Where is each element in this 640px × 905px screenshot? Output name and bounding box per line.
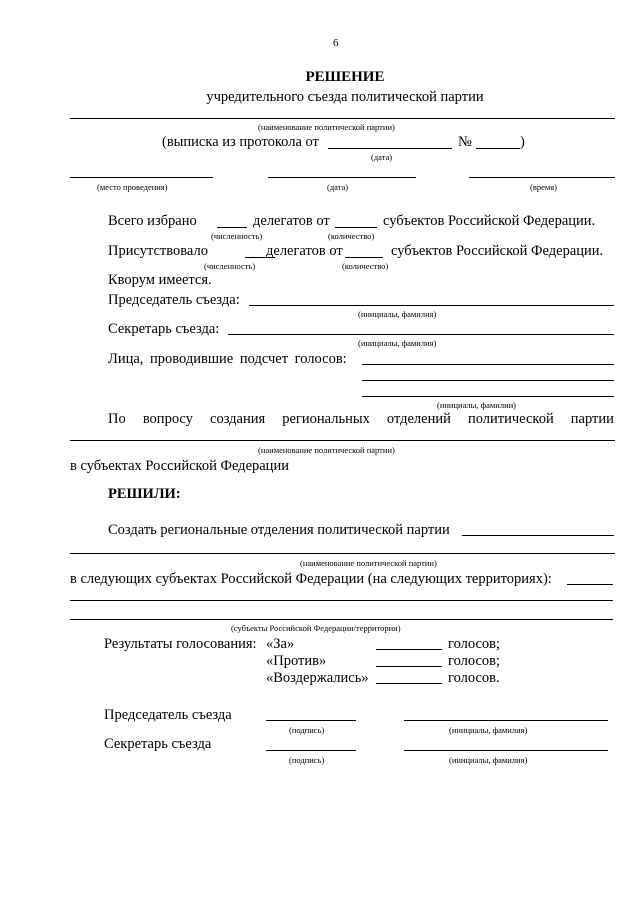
question-word: вопросу: [142, 411, 193, 427]
secretary-sign-caption: (подпись): [289, 755, 325, 765]
question-line: [108, 412, 614, 427]
party-name-caption-2: (наименование политической партии): [258, 445, 395, 455]
vote-against-votes: голосов;: [448, 653, 501, 669]
present-subjects-caption: (количество): [342, 261, 389, 271]
secretary-line[interactable]: [228, 334, 614, 335]
party-name-line[interactable]: [70, 118, 615, 119]
elected-subjects-caption: (количество): [328, 231, 375, 241]
place-line[interactable]: [70, 177, 213, 178]
create-party-line-b[interactable]: [70, 553, 615, 554]
party-name-caption-3: (наименование политической партии): [300, 558, 437, 568]
sign-chairman-label: Председатель съезда: [104, 707, 232, 723]
document-subtitle: учредительного съезда политической партии: [206, 89, 484, 105]
present-delegates-label: делегатов от: [266, 243, 343, 259]
chairman-line[interactable]: [249, 305, 614, 306]
vote-for-line[interactable]: [376, 649, 442, 650]
present-subjects-line[interactable]: [345, 257, 383, 258]
voting-label: Результаты голосования:: [104, 636, 257, 652]
chairman-caption: (инициалы, фамилия): [358, 309, 437, 319]
counter-line-1[interactable]: [362, 364, 614, 365]
question-word: По: [108, 411, 126, 427]
document-title: РЕШЕНИЕ: [305, 69, 385, 85]
secretary-name-caption: (инициалы, фамилия): [449, 755, 528, 765]
elected-count-line[interactable]: [217, 227, 247, 228]
counters-label: Лица, проводившие подсчет голосов:: [108, 351, 347, 367]
time-caption: (время): [530, 182, 557, 192]
page-number: 6: [333, 37, 339, 49]
place-caption: (место проведения): [97, 182, 168, 192]
in-subjects-text: в субъектах Российской Федерации: [70, 458, 289, 474]
protocol-date-line[interactable]: [328, 148, 452, 149]
question-word: партии: [570, 411, 614, 427]
question-word: создания: [210, 411, 266, 427]
secretary-caption: (инициалы, фамилия): [358, 338, 437, 348]
chairman-label: Председатель съезда:: [108, 292, 240, 308]
close-paren: ): [520, 134, 525, 150]
protocol-number-line[interactable]: [476, 148, 520, 149]
elected-count-caption: (численность): [211, 231, 263, 241]
question-word: региональных: [282, 411, 370, 427]
chairman-name-caption: (инициалы, фамилия): [449, 725, 528, 735]
secretary-signature-line[interactable]: [266, 750, 356, 751]
sign-secretary-label: Секретарь съезда: [104, 736, 212, 752]
resolved-heading: РЕШИЛИ:: [108, 486, 181, 502]
vote-against-line[interactable]: [376, 666, 442, 667]
chairman-name-line[interactable]: [404, 720, 608, 721]
question-party-line[interactable]: [70, 440, 615, 441]
number-label: №: [458, 134, 472, 150]
vote-for-votes: голосов;: [448, 636, 501, 652]
question-word: политической: [467, 411, 554, 427]
chairman-signature-line[interactable]: [266, 720, 356, 721]
vote-abstain-line[interactable]: [376, 683, 442, 684]
quorum-text: Кворум имеется.: [108, 272, 212, 288]
subjects-caption: (субъекты Российской Федерации/территории): [231, 623, 401, 633]
vote-for-label: «За»: [266, 636, 295, 652]
question-word: отделений: [386, 411, 451, 427]
elected-label: Всего избрано: [108, 213, 197, 229]
present-count-caption: (численность): [204, 261, 256, 271]
extract-prefix: (выписка из протокола от: [162, 134, 319, 150]
vote-abstain-label: «Воздержались»: [266, 670, 369, 686]
counter-line-2[interactable]: [362, 380, 614, 381]
date-caption-2: (дата): [327, 182, 349, 192]
subjects-line-b[interactable]: [70, 600, 613, 601]
elected-subjects-label: субъектов Российской Федерации.: [383, 213, 596, 229]
present-subjects-label: субъектов Российской Федерации.: [391, 243, 604, 259]
create-party-line-a[interactable]: [462, 535, 614, 536]
vote-against-label: «Против»: [266, 653, 327, 669]
time-line[interactable]: [469, 177, 615, 178]
subjects-line-c[interactable]: [70, 619, 613, 620]
vote-abstain-votes: голосов.: [448, 670, 500, 686]
following-subjects-text: в следующих субъектах Российской Федерации (на следующих территориях):: [70, 571, 552, 587]
present-label: Присутствовало: [108, 243, 208, 259]
counter-line-3[interactable]: [362, 396, 614, 397]
subjects-line-a[interactable]: [567, 584, 613, 585]
counters-caption: (инициалы, фамилии): [437, 400, 517, 410]
create-text: Создать региональные отделения политической партии: [108, 522, 450, 538]
party-name-caption: (наименование политической партии): [258, 122, 395, 132]
elected-delegates-label: делегатов от: [253, 213, 330, 229]
secretary-name-line[interactable]: [404, 750, 608, 751]
secretary-label: Секретарь съезда:: [108, 321, 220, 337]
chairman-sign-caption: (подпись): [289, 725, 325, 735]
elected-subjects-line[interactable]: [335, 227, 377, 228]
date-line[interactable]: [268, 177, 416, 178]
date-caption: (дата): [371, 152, 393, 162]
